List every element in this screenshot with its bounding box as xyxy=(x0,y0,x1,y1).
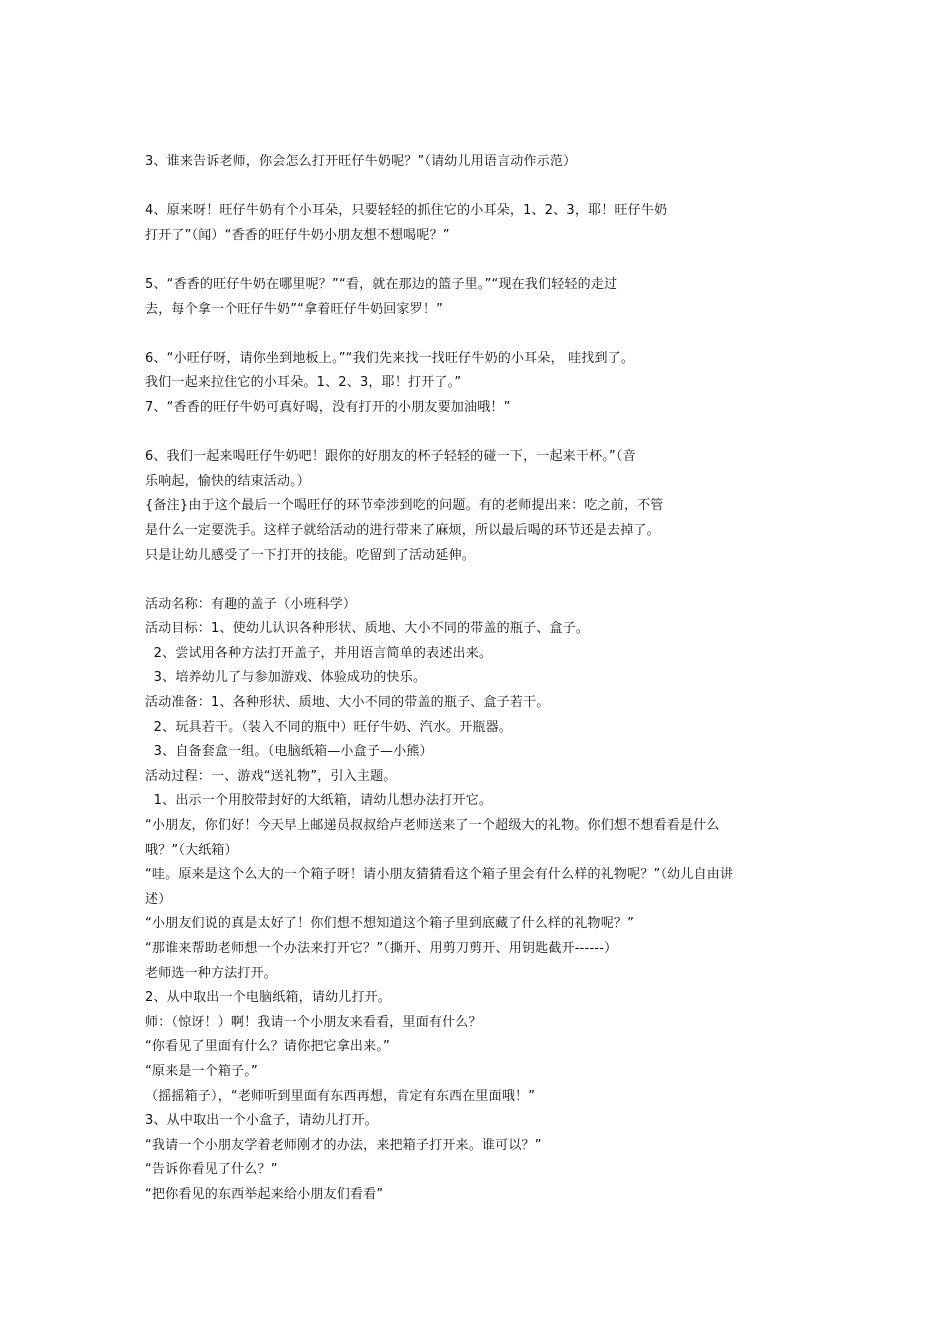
text-line: 1、出示一个用胶带封好的大纸箱，请幼儿想办法打开它。 xyxy=(145,793,493,809)
text-line: 4、原来呀！旺仔牛奶有个小耳朵，只要轻轻的抓住它的小耳朵，1、2、3，耶！旺仔牛奶 xyxy=(145,203,668,219)
text-line: {备注}由于这个最后一个喝旺仔的环节牵涉到吃的问题。有的老师提出来：吃之前，不管 xyxy=(145,498,664,514)
document-page xyxy=(145,150,815,1208)
text-line: 6、“小旺仔呀，请你坐到地板上。”“我们先来找一找旺仔牛奶的小耳朵， 哇找到了。 xyxy=(145,350,635,366)
text-line: “把你看见的东西举起来给小朋友们看看” xyxy=(145,1186,384,1202)
text-line: 2、玩具若干。（装入不同的瓶中）旺仔牛奶、汽水。开瓶器。 xyxy=(145,719,513,735)
text-line: 5、“香香的旺仔牛奶在哪里呢？”“看，就在那边的篮子里。”“现在我们轻轻的走过 xyxy=(145,276,618,292)
text-line: “小朋友，你们好！今天早上邮递员叔叔给卢老师送来了一个超级大的礼物。你们想不想看看是什么 xyxy=(145,818,720,834)
text-line: 活动过程：一、游戏“送礼物”，引入主题。 xyxy=(145,768,397,784)
text-line: 师：（惊讶！）啊！我请一个小朋友来看看，里面有什么？ xyxy=(145,1014,482,1030)
text-line: 3、谁来告诉老师，你会怎么打开旺仔牛奶呢？”（请幼儿用语言动作示范） xyxy=(145,154,577,169)
text-line: 7、“香香的旺仔牛奶可真好喝，没有打开的小朋友要加油哦！” xyxy=(145,399,511,415)
text-line: “原来是一个箱子。” xyxy=(145,1063,258,1079)
text-line: 老师选一种方法打开。 xyxy=(145,965,278,981)
blank-line xyxy=(145,421,815,446)
text-line: （摇摇箱子），“老师听到里面有东西再想，肯定有东西在里面哦！” xyxy=(145,1088,536,1104)
text-line: 哦？”（大纸箱） xyxy=(145,842,238,858)
text-line: 活动目标：1、使幼儿认识各种形状、质地、大小不同的带盖的瓶子、盒子。 xyxy=(145,621,590,637)
blank-line xyxy=(145,568,815,593)
text-line: 6、我们一起来喝旺仔牛奶吧！跟你的好朋友的杯子轻轻的碰一下，一起来干杯。”（音 xyxy=(145,449,636,465)
text-line: 述） xyxy=(145,891,172,907)
text-line: “小朋友们说的真是太好了！你们想不想知道这个箱子里到底藏了什么样的礼物呢？” xyxy=(145,916,635,932)
text-line: 活动准备：1、各种形状、质地、大小不同的带盖的瓶子、盒子若干。 xyxy=(145,695,550,711)
text-line: “告诉你看见了什么？” xyxy=(145,1162,278,1178)
text-line: 我们一起来拉住它的小耳朵。1、2、3，耶！打开了。” xyxy=(145,375,462,391)
text-line: 只是让幼儿感受了一下打开的技能。吃留到了活动延伸。 xyxy=(145,547,476,563)
text-line: 是什么一定要洗手。这样子就给活动的进行带来了麻烦，所以最后喝的环节还是去掉了。 xyxy=(145,522,660,538)
text-line: 去，每个拿一个旺仔牛奶”“拿着旺仔牛奶回家罗！” xyxy=(145,301,444,317)
text-line: “那谁来帮助老师想一个办法来打开它？”（撕开、用剪刀剪开、用钥匙截开------） xyxy=(145,941,618,956)
blank-line xyxy=(145,248,815,273)
text-line: 打开了”（闻）“香香的旺仔牛奶小朋友想不想喝呢？” xyxy=(145,227,450,243)
text-line: “你看见了里面有什么？请你把它拿出来。” xyxy=(145,1039,390,1055)
activity-title: 活动名称：有趣的盖子（小班科学） xyxy=(145,596,357,612)
text-line: “我请一个小朋友学着老师刚才的办法，来把箱子打开来。谁可以？” xyxy=(145,1137,542,1153)
text-line: 2、从中取出一个电脑纸箱，请幼儿打开。 xyxy=(145,990,392,1006)
text-line: 乐响起，愉快的结束活动。） xyxy=(145,473,311,489)
text-line: 3、从中取出一个小盒子，请幼儿打开。 xyxy=(145,1113,378,1129)
text-line: 3、培养幼儿了与参加游戏、体验成功的快乐。 xyxy=(145,670,427,686)
blank-line xyxy=(145,175,815,200)
text-line: 3、自备套盒一组。（电脑纸箱—小盒子—小熊） xyxy=(145,744,433,760)
text-line: “哇。原来是这个么大的一个箱子呀！请小朋友猜猜看这个箱子里会有什么样的礼物呢？”（幼儿自由讲 xyxy=(145,867,734,883)
text-line: 2、尝试用各种方法打开盖子，并用语言简单的表述出来。 xyxy=(145,645,493,661)
blank-line xyxy=(145,322,815,347)
